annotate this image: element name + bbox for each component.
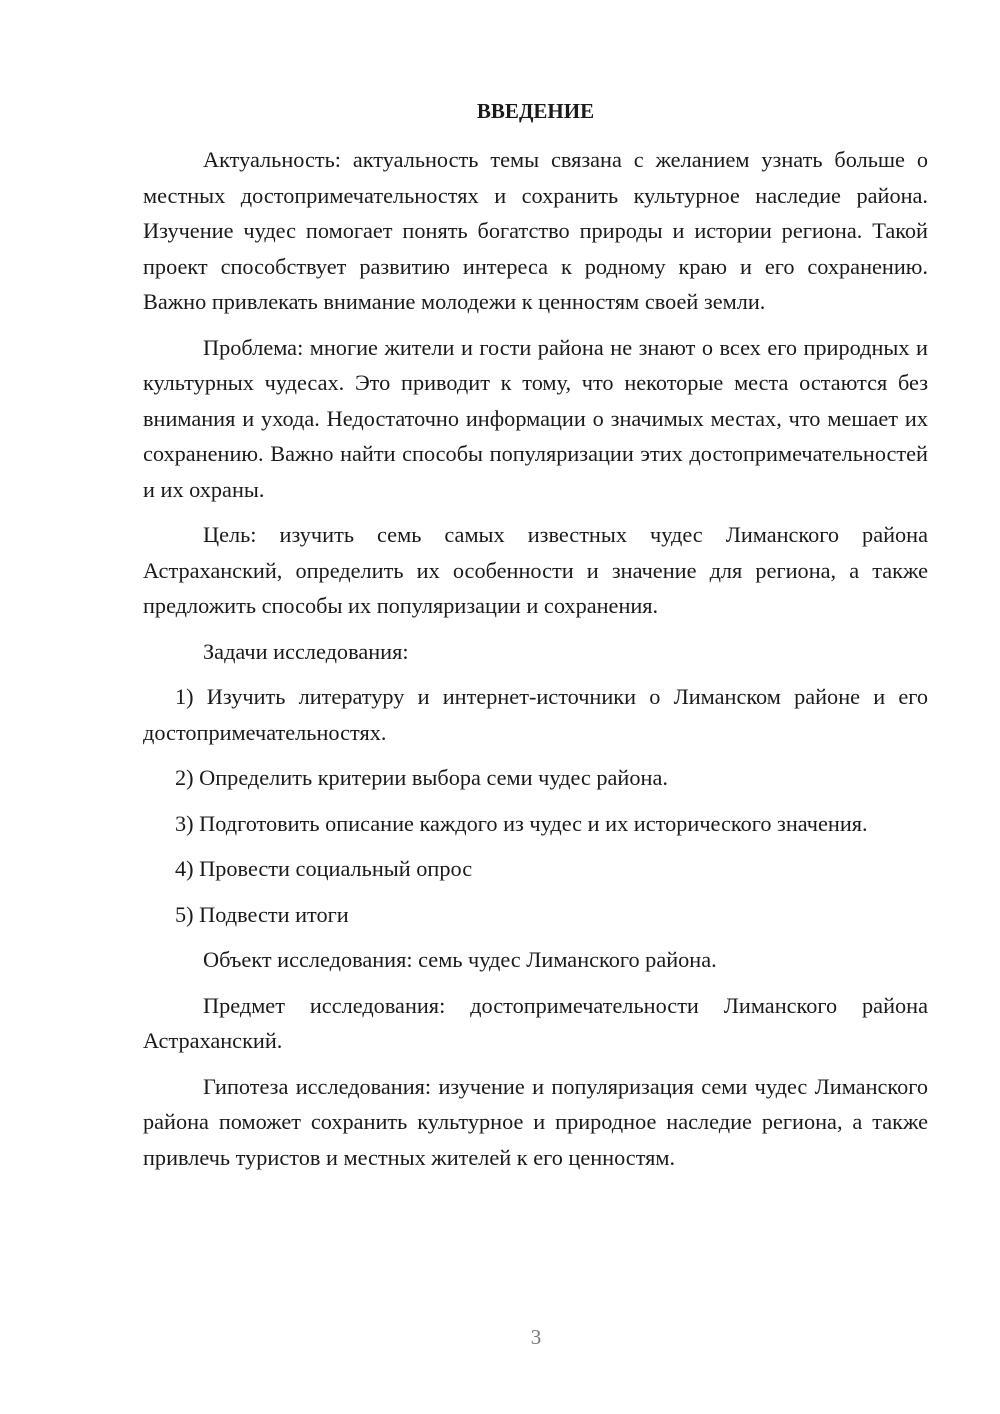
paragraph-hypothesis: Гипотеза исследования: изучение и популяризация семи чудес Лиманского района поможет сохранить культурное и природное наследие региона, а также привлечь туристов и местных жителей к его ценностям. (143, 1073, 928, 1170)
paragraph-goal: Цель: изучить семь самых известных чудес Лиманского района Астраханский, определить их особенности и значение для региона, а также предложить способы их популяризации и сохранения. (143, 522, 928, 618)
page-content (143, 94, 928, 1185)
paragraph-problem: Проблема: многие жители и гости района не знают о всех его природных и культурных чудесах. Это приводит к тому, что некоторые места остаются без внимания и ухода. Недостаточно информации о значимых местах, что мешает их сохранению. Важно найти способы популяризации этих достопримечательностей и их охраны. (143, 334, 928, 502)
task-item: 2) Определить критерии выбора семи чудес района. (175, 765, 668, 790)
paragraph-subject: Предмет исследования: достопримечательности Лиманского района Астраханский. (143, 992, 928, 1053)
paragraph-object: Объект исследования: семь чудес Лиманского района. (203, 947, 717, 972)
task-item: 3) Подготовить описание каждого из чудес и их исторического значения. (175, 810, 868, 836)
tasks-list (143, 679, 928, 932)
page-number: 3 (530, 1325, 542, 1349)
paragraph-relevance: Актуальность: актуальность темы связана с желанием узнать больше о местных достопримечательностях и сохранить культурное наследие района. Изучение чудес помогает понять богатство природы и истории региона. Такой проект способствует развитию интереса к родному краю и его сохранению. Важно привлекать внимание молодежи к ценностям своей земли. (143, 147, 928, 314)
tasks-heading: Задачи исследования: (203, 638, 409, 664)
section-title: ВВЕДЕНИЕ (476, 99, 595, 123)
task-item: 5) Подвести итоги (175, 901, 349, 927)
task-item: 4) Провести социальный опрос (175, 856, 473, 881)
task-item: 1) Изучить литературу и интернет-источники о Лиманском районе и его достопримечательностях. (143, 684, 928, 745)
